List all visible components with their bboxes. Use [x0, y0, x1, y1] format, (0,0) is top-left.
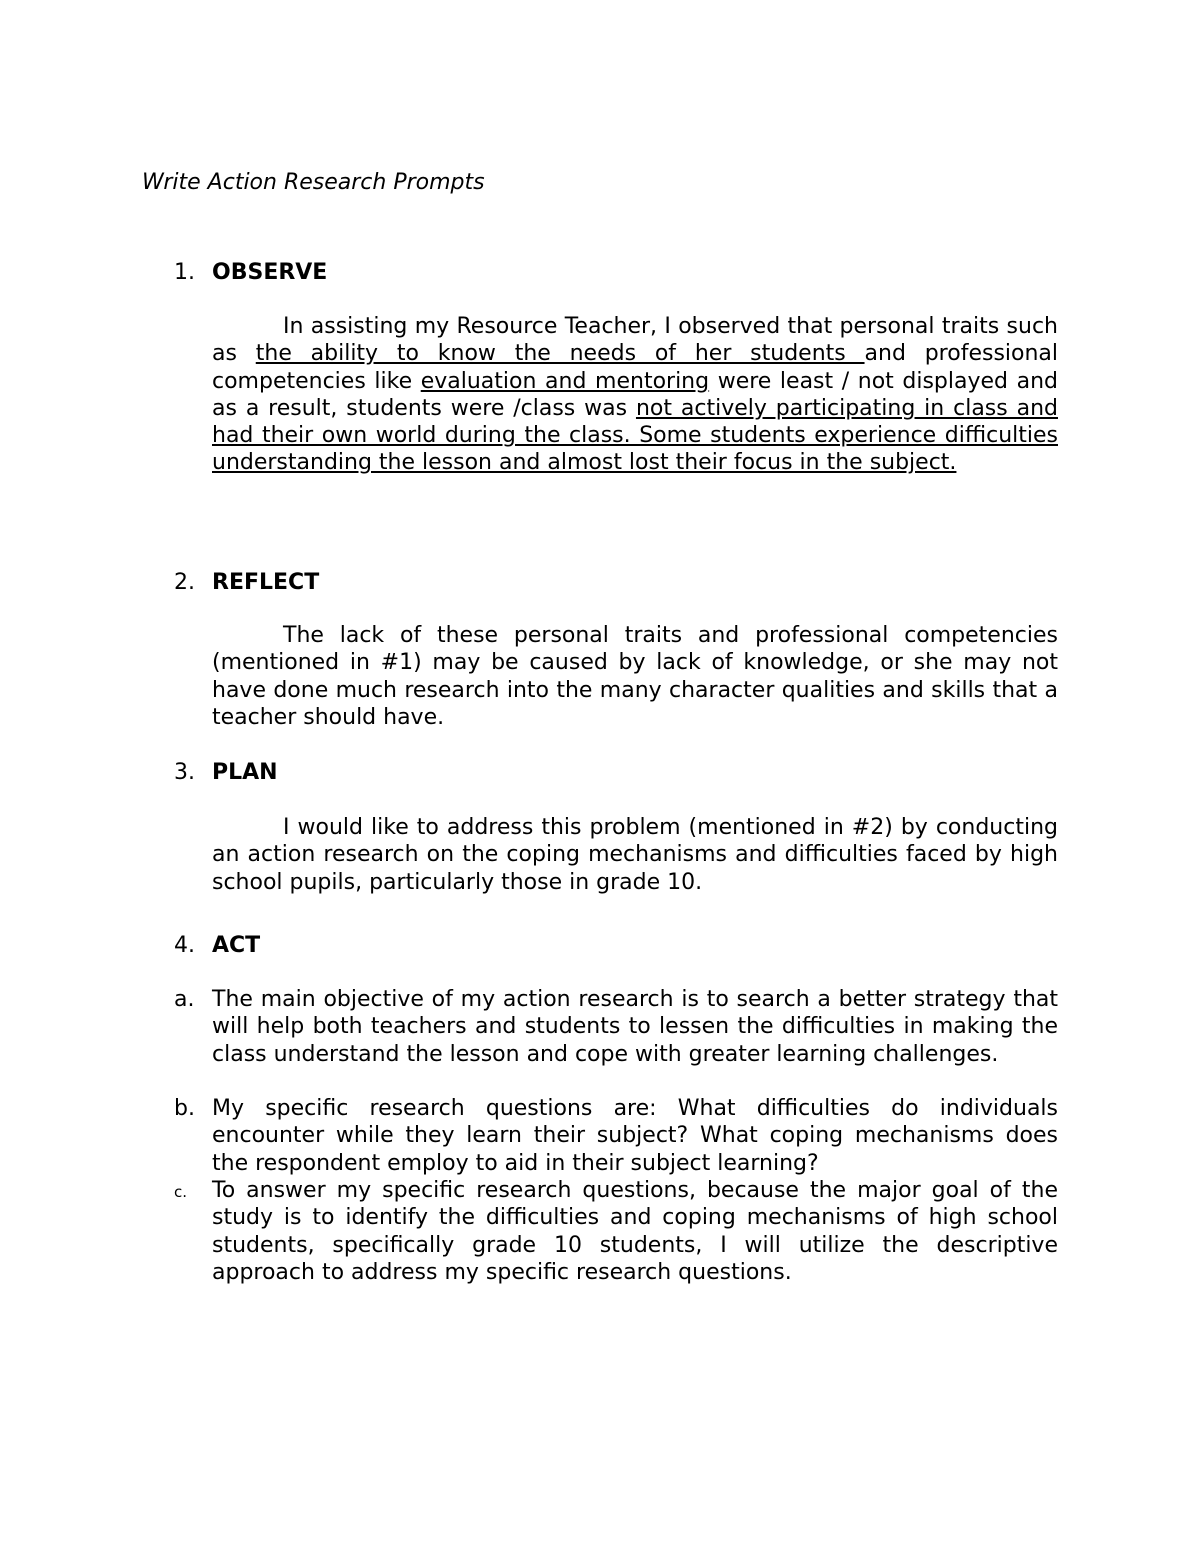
- section-label: ACT: [212, 933, 261, 958]
- list-item-text: To answer my specific research questions, because the major goal of the study is to identify the difficulties and coping mechanisms of high school students, specifically grade 10 students, I will utilize the descriptive approach to address my specific research questions.: [212, 1178, 1058, 1285]
- list-marker: c.: [174, 1183, 188, 1201]
- section-number: 4.: [174, 933, 195, 958]
- observe-underlined-3: not actively participating in class and had their own world during the class. Some students experience difficulties understanding the lesson and almost lost their focus in the subject.: [212, 395, 1058, 476]
- plan-paragraph: I would like to address this problem (mentioned in #2) by conducting an action research on the coping mechanisms and difficulties faced by high school pupils, particularly those in grade 10.: [212, 815, 1058, 895]
- observe-underlined-1: the ability to know the needs of her students: [255, 341, 865, 367]
- list-marker: a.: [174, 987, 195, 1012]
- section-heading-plan: [174, 758, 278, 788]
- observe-underlined-2: evaluation and mentoring: [420, 368, 710, 394]
- section-number: 1.: [174, 260, 195, 285]
- document-title: Write Action Research Prompts: [142, 170, 485, 195]
- act-list-item-c: [174, 1177, 1058, 1286]
- section-label: REFLECT: [212, 570, 320, 595]
- observe-text-2: and professional competencies like: [212, 341, 1059, 394]
- list-item-text: My specific research questions are: What difficulties do individuals encounter while they learn their subject? What coping mechanisms does the respondent employ to aid in their subject learning?: [212, 1096, 1058, 1176]
- section-heading-observe: [174, 258, 327, 288]
- section-number: 2.: [174, 570, 195, 595]
- observe-text-1: In assisting my Resource Teacher, I observed that personal traits such as: [212, 314, 1058, 367]
- act-list-item-b: [174, 1095, 1058, 1177]
- section-heading-act: [174, 931, 260, 961]
- reflect-paragraph: The lack of these personal traits and professional competencies (mentioned in #1) may be caused by lack of knowledge, or she may not have done much research into the many character qualities and skills that a teacher should have.: [212, 623, 1058, 730]
- section-number: 3.: [174, 760, 195, 785]
- section-label: OBSERVE: [212, 260, 328, 285]
- observe-paragraph: [212, 313, 1058, 477]
- act-list-item-a: [174, 986, 1058, 1068]
- observe-text-3: were least / not displayed and as a result, students were /class was: [212, 368, 1058, 421]
- section-label: PLAN: [212, 760, 278, 785]
- list-marker: b.: [174, 1096, 195, 1121]
- section-heading-reflect: [174, 568, 319, 598]
- list-item-text: The main objective of my action research is to search a better strategy that will help both teachers and students to lessen the difficulties in making the class understand the lesson and cope with greater learning challenges.: [212, 987, 1058, 1067]
